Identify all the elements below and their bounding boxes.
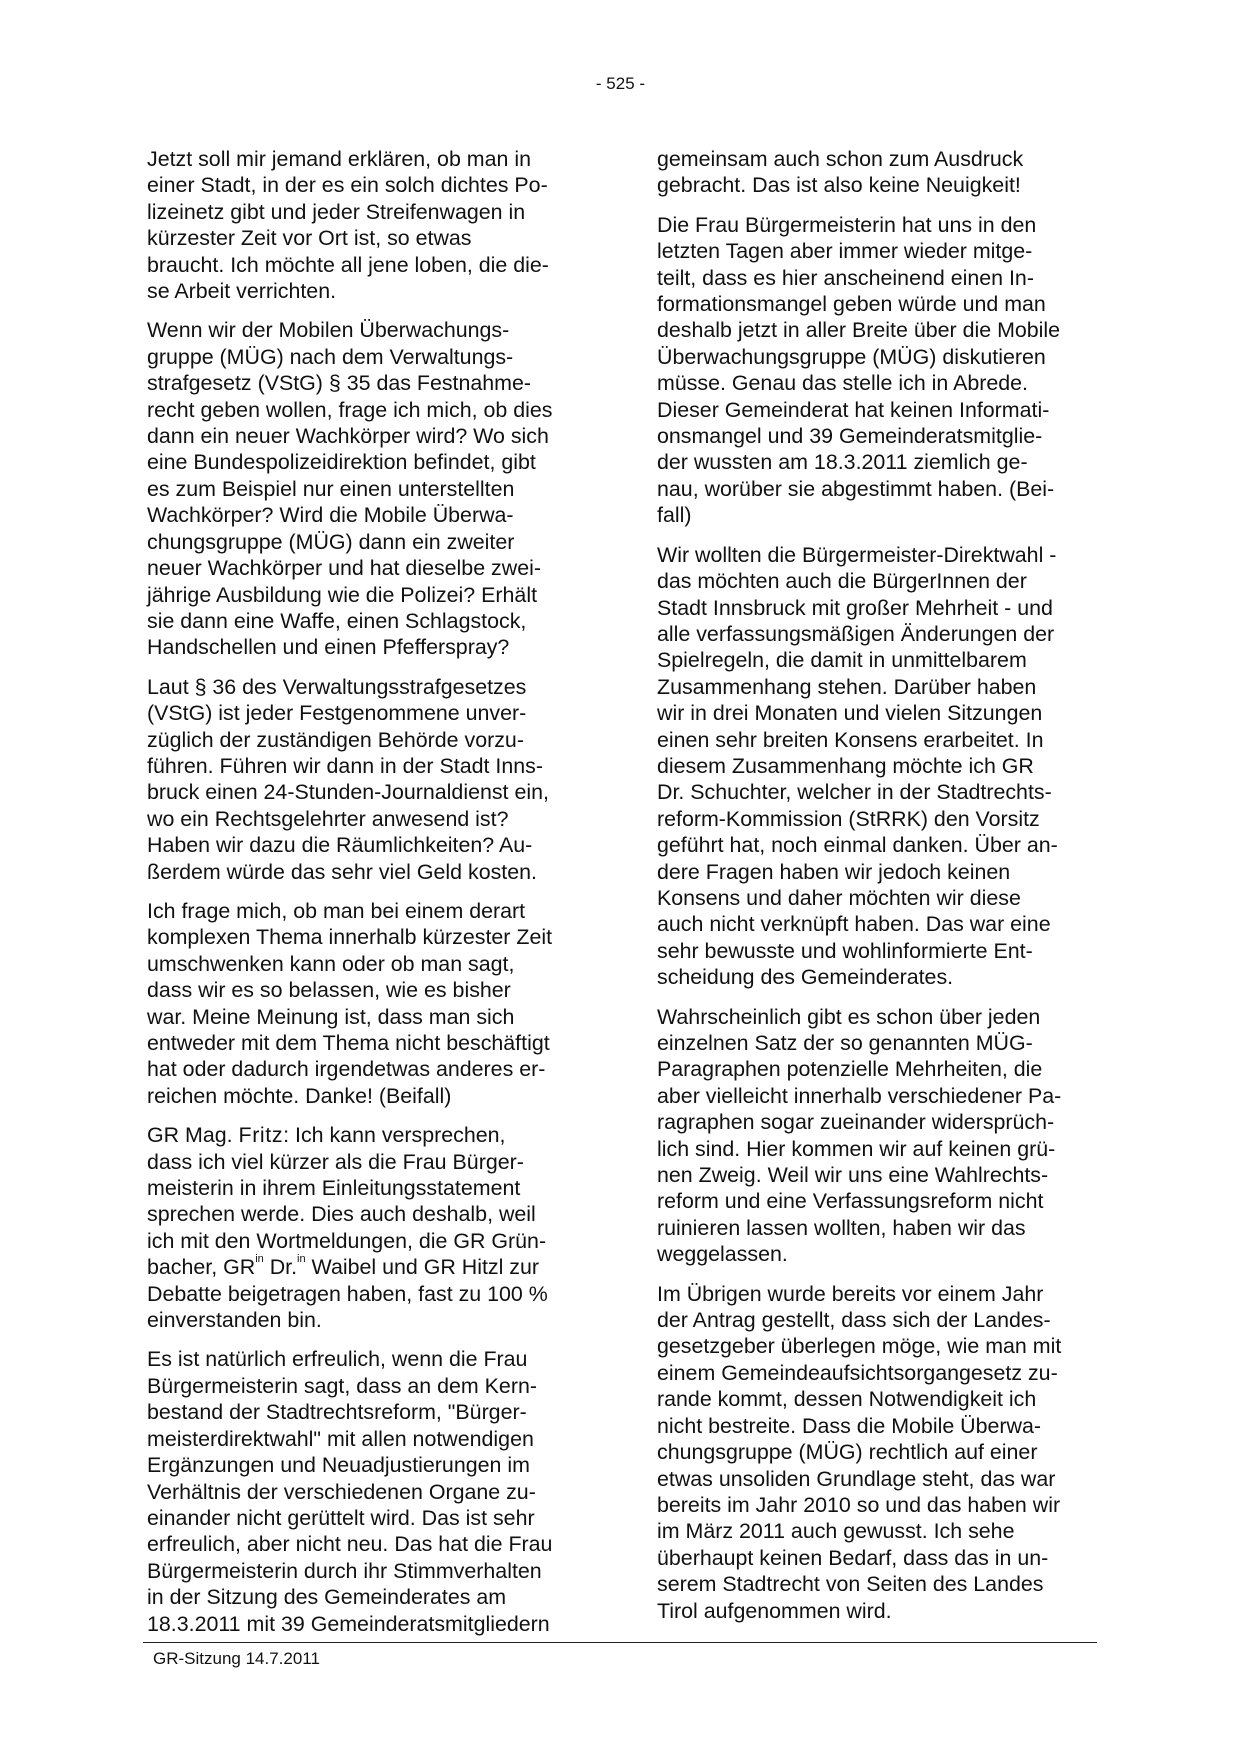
paragraph bbox=[657, 212, 1094, 529]
text-line: dann ein neuer Wachkörper wird? Wo sich bbox=[147, 424, 549, 449]
text-line: formationsmangel geben würde und man bbox=[657, 292, 1046, 317]
right-column bbox=[657, 146, 1094, 1624]
line-text: : Ich kann versprechen, bbox=[283, 1123, 506, 1148]
text-line: Zusammenhang stehen. Darüber haben bbox=[657, 674, 1037, 699]
text-line: ragraphen sogar zueinander widersprüch- bbox=[657, 1110, 1055, 1135]
text-line: entweder mit dem Thema nicht beschäftigt bbox=[147, 1031, 550, 1055]
text-line: 18.3.2011 mit 39 Gemeinderatsmitgliedern bbox=[147, 1611, 550, 1636]
text-line: serem Stadtrecht von Seiten des Landes bbox=[657, 1572, 1044, 1597]
text-line: Überwachungsgruppe (MÜG) diskutieren bbox=[657, 344, 1046, 369]
text-line: es zum Beispiel nur einen unterstellten bbox=[147, 476, 515, 501]
text-line: der Antrag gestellt, dass sich der Landes- bbox=[657, 1308, 1051, 1333]
text-line: Debatte beigetragen haben, fast zu 100 % bbox=[147, 1281, 548, 1306]
text-line: hat oder dadurch irgendetwas anderes er- bbox=[147, 1057, 546, 1082]
text-line: einer Stadt, in der es ein solch dichtes Po- bbox=[147, 173, 548, 198]
text-line: Spielregeln, die damit in unmittelbarem bbox=[657, 648, 1027, 673]
text-line: onsmangel und 39 Gemeinderatsmitglie- bbox=[657, 424, 1043, 449]
text-line: müsse. Genau das stelle ich in Abrede. bbox=[657, 371, 1028, 396]
text-line: (VStG) ist jeder Festgenommene unver- bbox=[147, 701, 527, 726]
text-line: in der Sitzung des Gemeinderates am bbox=[147, 1585, 507, 1610]
text-line: gruppe (MÜG) nach dem Verwaltungs- bbox=[147, 344, 514, 369]
footer-session-label: GR-Sitzung 14.7.2011 bbox=[153, 1649, 320, 1668]
text-line: gemeinsam auch schon zum Ausdruck bbox=[657, 147, 1024, 171]
paragraph bbox=[147, 317, 584, 660]
text-line: wo ein Rechtsgelehrter anwesend ist? bbox=[147, 806, 509, 831]
text-line: ich mit den Wortmeldungen, die GR Grün- bbox=[147, 1228, 547, 1253]
text-line: meisterdirektwahl" mit allen notwendigen bbox=[147, 1426, 534, 1451]
superscript: in bbox=[255, 1253, 264, 1266]
text-line: gebracht. Das ist also keine Neuigkeit! bbox=[657, 173, 1021, 198]
text-line: erfreulich, aber nicht neu. Das hat die Frau bbox=[147, 1532, 553, 1557]
text-line: eine Bundespolizeidirektion befindet, gibt bbox=[147, 450, 536, 475]
text-line: jährige Ausbildung wie die Polizei? Erhält bbox=[147, 582, 538, 607]
text-line: einander nicht gerüttelt wird. Das ist sehr bbox=[147, 1505, 535, 1530]
text-line: Handschellen und einen Pfefferspray? bbox=[147, 635, 510, 660]
text-line: Wenn wir der Mobilen Überwachungs- bbox=[147, 318, 510, 343]
text-line: Konsens und daher möchten wir diese bbox=[657, 885, 1021, 910]
text-line: ruinieren lassen wollten, haben wir das bbox=[657, 1215, 1026, 1240]
text-line: recht geben wollen, frage ich mich, ob dies bbox=[147, 397, 553, 422]
text-line: überhaupt keinen Bedarf, dass das in un- bbox=[657, 1545, 1049, 1570]
text-line: geführt hat, noch einmal danken. Über an- bbox=[657, 833, 1058, 858]
speaker-name: Fritz bbox=[238, 1123, 284, 1148]
line-text: Dr. bbox=[263, 1255, 298, 1280]
text-line: chungsgruppe (MÜG) rechtlich auf einer bbox=[657, 1440, 1038, 1465]
text-line: aber vielleicht innerhalb verschiedener Pa- bbox=[657, 1083, 1062, 1108]
text-line: meisterin in ihrem Einleitungsstatement bbox=[147, 1176, 521, 1201]
text-line: umschwenken kann oder ob man sagt, bbox=[147, 951, 515, 976]
page-number: - 525 - bbox=[595, 74, 646, 93]
text-line: bereits im Jahr 2010 so und das haben wir bbox=[657, 1492, 1061, 1517]
paragraph bbox=[657, 1281, 1094, 1624]
text-line: dass ich viel kürzer als die Frau Bürger- bbox=[147, 1149, 524, 1174]
text-line: züglich der zuständigen Behörde vorzu- bbox=[147, 727, 524, 752]
text-line: gesetzgeber überlegen möge, wie man mit bbox=[657, 1334, 1062, 1359]
text-line: kürzester Zeit vor Ort ist, so etwas bbox=[147, 226, 472, 251]
paragraph bbox=[657, 146, 1094, 199]
text-line: im März 2011 auch gewusst. Ich sehe bbox=[657, 1519, 1015, 1544]
text-line: se Arbeit verrichten. bbox=[147, 279, 337, 304]
paragraph bbox=[657, 542, 1094, 991]
text-line: bestand der Stadtrechtsreform, "Bürger- bbox=[147, 1400, 527, 1425]
text-line: Ich frage mich, ob man bei einem derart bbox=[147, 898, 526, 923]
text-line: Paragraphen potenzielle Mehrheiten, die bbox=[657, 1057, 1043, 1082]
paragraph bbox=[147, 146, 584, 304]
text-line: einen sehr breiten Konsens erarbeitet. In bbox=[657, 727, 1044, 752]
text-line: Tirol aufgenommen wird. bbox=[657, 1598, 892, 1623]
text-line: nen Zweig. Weil wir uns eine Wahlrechts- bbox=[657, 1163, 1049, 1188]
text-line: ßerdem würde das sehr viel Geld kosten. bbox=[147, 859, 537, 884]
left-column bbox=[147, 146, 584, 1637]
text-line: Jetzt soll mir jemand erklären, ob man in bbox=[147, 147, 531, 171]
text-line bbox=[147, 1254, 584, 1280]
text-line: komplexen Thema innerhalb kürzester Zeit bbox=[147, 925, 553, 950]
text-line: Bürgermeisterin sagt, dass an dem Kern- bbox=[147, 1373, 537, 1398]
text-line: dere Fragen haben wir jedoch keinen bbox=[657, 859, 1011, 884]
footer-divider bbox=[143, 1642, 1097, 1643]
text-line: der wussten am 18.3.2011 ziemlich ge- bbox=[657, 450, 1028, 475]
text-line: dass wir es so belassen, wie es bisher bbox=[147, 978, 511, 1003]
text-line: Es ist natürlich erfreulich, wenn die Frau bbox=[147, 1347, 528, 1372]
text-line: Haben wir dazu die Räumlichkeiten? Au- bbox=[147, 833, 533, 858]
text-line: Dr. Schuchter, welcher in der Stadtrechts- bbox=[657, 780, 1052, 805]
text-line: war. Meine Meinung ist, dass man sich bbox=[147, 1004, 515, 1029]
text-line: Die Frau Bürgermeisterin hat uns in den bbox=[657, 212, 1037, 237]
text-line: nau, worüber sie abgestimmt haben. (Bei- bbox=[657, 476, 1055, 501]
text-line: sprechen werde. Dies auch deshalb, weil bbox=[147, 1202, 536, 1227]
text-line: neuer Wachkörper und hat dieselbe zwei- bbox=[147, 556, 541, 581]
text-line: auch nicht verknüpft haben. Das war eine bbox=[657, 912, 1051, 937]
text-line: weggelassen. bbox=[657, 1242, 788, 1267]
text-line: letzten Tagen aber immer wieder mitge- bbox=[657, 239, 1033, 264]
text-line: alle verfassungsmäßigen Änderungen der bbox=[657, 621, 1055, 646]
text-line: sie dann eine Waffe, einen Schlagstock, bbox=[147, 608, 527, 633]
speaker-title: GR Mag. bbox=[147, 1123, 239, 1148]
text-line: sehr bewusste und wohlinformierte Ent- bbox=[657, 938, 1033, 963]
text-line: diesem Zusammenhang möchte ich GR bbox=[657, 753, 1034, 778]
text-line: Wachkörper? Wird die Mobile Überwa- bbox=[147, 503, 514, 528]
text-line: wir in drei Monaten und vielen Sitzungen bbox=[657, 701, 1043, 726]
text-line: reform-Kommission (StRRK) den Vorsitz bbox=[657, 806, 1040, 831]
text-line: Dieser Gemeinderat hat keinen Informati- bbox=[657, 397, 1050, 422]
text-line bbox=[147, 1122, 584, 1148]
text-line: einem Gemeindeaufsichtsorgangesetz zu- bbox=[657, 1360, 1058, 1385]
text-line: reform und eine Verfassungsreform nicht bbox=[657, 1189, 1044, 1214]
line-group bbox=[147, 1149, 584, 1255]
text-line: lich sind. Hier kommen wir auf keinen grü- bbox=[657, 1136, 1056, 1161]
text-line: chungsgruppe (MÜG) dann ein zweiter bbox=[147, 529, 515, 554]
text-line: Bürgermeisterin durch ihr Stimmverhalten bbox=[147, 1558, 542, 1583]
line-group bbox=[147, 1281, 584, 1334]
text-line: Ergänzungen und Neuadjustierungen im bbox=[147, 1453, 530, 1478]
paragraph bbox=[147, 674, 584, 885]
text-line: Wahrscheinlich gibt es schon über jeden bbox=[657, 1004, 1041, 1029]
text-line: fall) bbox=[657, 503, 692, 528]
paragraph bbox=[147, 898, 584, 1109]
text-line: nicht bestreite. Dass die Mobile Überwa- bbox=[657, 1413, 1042, 1438]
text-line: Stadt Innsbruck mit großer Mehrheit - und bbox=[657, 595, 1053, 620]
text-line: einzelnen Satz der so genannten MÜG- bbox=[657, 1031, 1033, 1055]
speaker-paragraph bbox=[147, 1122, 584, 1333]
superscript: in bbox=[297, 1253, 306, 1266]
text-line: einverstanden bin. bbox=[147, 1308, 322, 1333]
text-line: teilt, dass es hier anscheinend einen In- bbox=[657, 265, 1034, 290]
text-line: Laut § 36 des Verwaltungsstrafgesetzes bbox=[147, 674, 527, 699]
text-line: etwas unsoliden Grundlage steht, das war bbox=[657, 1466, 1056, 1491]
text-line: rande kommt, dessen Notwendigkeit ich bbox=[657, 1387, 1037, 1412]
text-line: führen. Führen wir dann in der Stadt Inns- bbox=[147, 753, 543, 778]
text-line: Verhältnis der verschiedenen Organe zu- bbox=[147, 1479, 536, 1504]
text-line: lizeinetz gibt und jeder Streifenwagen in bbox=[147, 199, 526, 224]
text-line: reichen möchte. Danke! (Beifall) bbox=[147, 1083, 452, 1108]
line-text: bacher, GR bbox=[147, 1255, 256, 1280]
text-line: das möchten auch die BürgerInnen der bbox=[657, 569, 1027, 594]
text-line: Im Übrigen wurde bereits vor einem Jahr bbox=[657, 1281, 1044, 1306]
text-line: deshalb jetzt in aller Breite über die Mobile bbox=[657, 318, 1061, 343]
text-line: scheidung des Gemeinderates. bbox=[657, 965, 954, 990]
line-text: Waibel und GR Hitzl zur bbox=[305, 1255, 539, 1280]
text-line: bruck einen 24-Stunden-Journaldienst ein, bbox=[147, 780, 549, 805]
paragraph bbox=[657, 1004, 1094, 1268]
paragraph bbox=[147, 1346, 584, 1636]
text-line: strafgesetz (VStG) § 35 das Festnahme- bbox=[147, 371, 532, 396]
text-line: braucht. Ich möchte all jene loben, die die- bbox=[147, 252, 549, 277]
text-line: Wir wollten die Bürgermeister-Direktwahl - bbox=[657, 542, 1057, 567]
